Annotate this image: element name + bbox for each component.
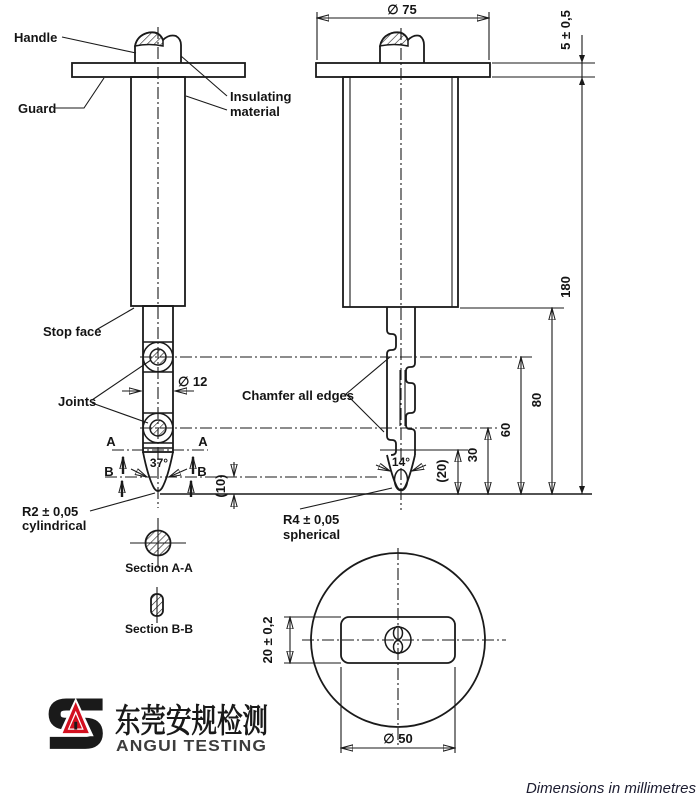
dimension-60	[498, 357, 521, 494]
r4-label-line1: R4 ± 0,05	[283, 512, 340, 527]
logo-mark	[50, 705, 103, 743]
chamfer-label: Chamfer all edges	[242, 388, 354, 403]
section-bb-label: Section B-B	[124, 622, 194, 636]
right-guard-plate	[316, 63, 490, 77]
left-view-side-elevation	[14, 27, 383, 636]
insulating-leader-1	[181, 56, 227, 96]
angle-14-arrow-left	[376, 465, 390, 471]
dim2002-label: 20 ± 0,2	[260, 616, 275, 664]
dimension-180-and-5	[558, 10, 585, 494]
dimension-10	[213, 462, 234, 509]
cut-letter-a-right: A	[198, 434, 208, 449]
angui-testing-logo	[50, 702, 268, 755]
section-bb-shape	[151, 594, 163, 616]
cut-letter-b-right: B	[197, 464, 207, 479]
logo-english-name: ANGUI TESTING	[116, 738, 267, 755]
handle-leader	[62, 37, 136, 53]
r4-leader	[300, 488, 392, 509]
dia12-label: ∅ 12	[178, 374, 208, 389]
bottom-view	[260, 548, 506, 753]
dimension-dia12	[122, 374, 207, 391]
dim5-arrow-down	[579, 55, 585, 63]
angle-14-arrow-right	[412, 465, 426, 471]
dim5-label: 5 ± 0,5	[558, 10, 573, 50]
guard-leader	[54, 78, 104, 108]
section-aa-view	[125, 518, 193, 575]
angle-37-arrow-left	[131, 469, 147, 477]
dim180-arrow-down	[579, 486, 585, 494]
angle-37-arrow-right	[169, 469, 187, 477]
logo-chinese-name: 东莞安规检测	[115, 702, 268, 739]
insulating-label-line1: Insulating	[230, 89, 292, 104]
right-view-front-elevation	[140, 2, 595, 542]
insulating-label-line2: material	[230, 104, 280, 119]
dim30-label: 30	[465, 447, 480, 463]
dia75-label: ∅ 75	[387, 2, 417, 17]
angle-37-label: 37°	[149, 456, 169, 470]
dimension-30	[465, 428, 488, 494]
handle-label: Handle	[14, 30, 58, 45]
level-lines	[140, 63, 595, 494]
dim80-label: 80	[529, 392, 544, 408]
dim60-label: 60	[498, 422, 513, 438]
joints-label: Joints	[58, 394, 97, 409]
r2-label-line2: cylindrical	[22, 518, 87, 533]
dia50-label: ∅ 50	[383, 731, 413, 746]
dimensions-note: Dimensions in millimetres	[525, 780, 696, 797]
stop-face-label: Stop face	[43, 324, 102, 339]
dim10-label: (10)	[213, 474, 228, 498]
right-handle	[380, 32, 424, 63]
finger-right-edge	[406, 307, 415, 455]
section-aa-label: Section A-A	[125, 561, 193, 575]
dim180-label: 180	[558, 276, 573, 298]
r2-label-line1: R2 ± 0,05	[22, 504, 79, 519]
stop-face-leader	[96, 308, 134, 330]
dimension-20	[434, 450, 458, 494]
angle-14-label: 14°	[391, 455, 411, 469]
r4-label-line2: spherical	[283, 527, 341, 542]
guard-label: Guard	[18, 101, 57, 116]
section-aa-circle	[146, 531, 171, 556]
dimension-80	[529, 308, 552, 494]
section-bb-view	[125, 587, 193, 636]
dim5-180-arrow-up	[579, 77, 585, 85]
dim20-label: (20)	[434, 459, 449, 483]
cut-letter-b-left: B	[104, 464, 114, 479]
dimension-dia75	[317, 2, 489, 60]
finger-left-edge	[387, 307, 396, 455]
cut-letter-a-left: A	[106, 434, 116, 449]
joints-leader-2	[92, 403, 148, 423]
insulating-leader-2	[186, 96, 227, 110]
